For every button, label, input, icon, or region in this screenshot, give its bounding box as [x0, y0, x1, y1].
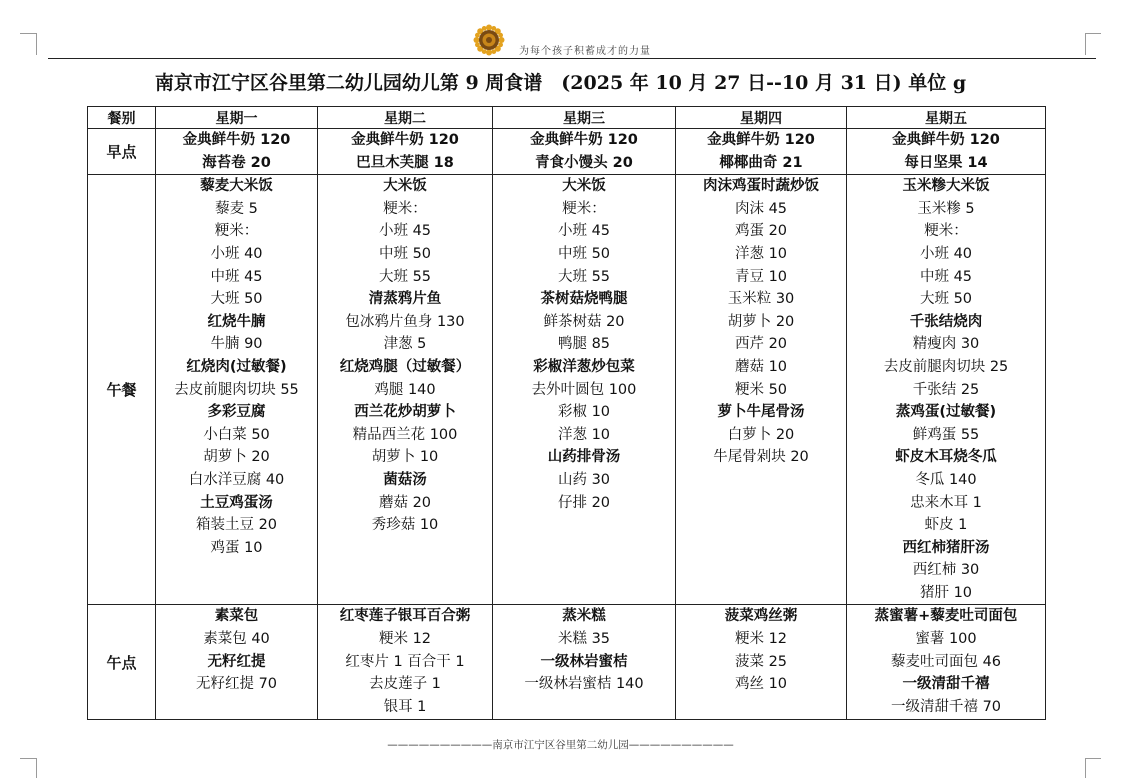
crop-mark — [1085, 33, 1101, 34]
ingredient-line: 青豆 10 — [734, 268, 788, 285]
dish-name: 金典鲜牛奶 120 — [892, 132, 1000, 148]
menu-cell — [156, 605, 318, 720]
crop-mark — [1085, 758, 1086, 778]
dish-name: 红烧鸡腿（过敏餐） — [339, 358, 471, 375]
page-title: 南京市江宁区谷里第二幼儿园幼儿第 9 周食谱 (2025 年 10 月 27 日--10 月 31 日) 单位 g — [154, 72, 967, 94]
ingredient-line: 虾皮 1 — [924, 517, 968, 534]
ingredient-line: 小班 45 — [557, 223, 611, 240]
ingredient-line: 大班 55 — [557, 268, 611, 285]
dish-name: 无籽红提 — [207, 653, 266, 670]
ingredient-line: 猪肝 10 — [919, 584, 973, 601]
ingredient-line: 藜麦吐司面包 46 — [890, 653, 1002, 670]
ingredient-line: 津葱 5 — [383, 336, 427, 353]
ingredient-line: 胡萝卜 10 — [371, 449, 439, 466]
ingredient-line: 小班 40 — [210, 245, 263, 262]
crop-mark — [1085, 758, 1101, 759]
ingredient-line: 粳米： — [924, 223, 968, 240]
ingredient-line: 山药 30 — [557, 471, 611, 488]
ingredient-line: 西红柿 30 — [912, 562, 980, 579]
dish-name: 金典鲜牛奶 120 — [182, 132, 291, 148]
ingredient-line: 粳米： — [562, 200, 606, 217]
ingredient-line: 红枣片 1 百合干 1 — [345, 653, 465, 670]
menu-cell — [318, 175, 493, 605]
dish-name: 多彩豆腐 — [207, 404, 266, 421]
footer-text: ——————————南京市江宁区谷里第二幼儿园—————————— — [387, 739, 734, 751]
ingredient-line: 西芹 20 — [734, 336, 788, 353]
dish-name: 巴旦木芙腿 18 — [356, 154, 454, 171]
menu-cell — [847, 175, 1046, 605]
ingredient-line: 去皮前腿肉切块 25 — [883, 358, 1009, 375]
ingredient-line: 米糕 35 — [557, 631, 611, 648]
dish-name: 肉沫鸡蛋时蔬炒饭 — [703, 178, 819, 195]
dish-name: 椰椰曲奇 21 — [719, 154, 803, 171]
dish-name: 菠菜鸡丝粥 — [724, 608, 798, 625]
ingredient-line: 鲜鸡蛋 55 — [912, 426, 980, 443]
ingredient-line: 藜麦 5 — [215, 200, 258, 217]
ingredient-line: 精瘦肉 30 — [912, 336, 980, 353]
ingredient-line: 洋葱 10 — [557, 426, 611, 443]
ingredient-line: 鸡腿 140 — [374, 381, 436, 398]
ingredient-line: 蜜薯 100 — [915, 631, 977, 648]
ingredient-line: 玉米糁 5 — [917, 200, 975, 217]
ingredient-line: 去皮莲子 1 — [369, 676, 441, 693]
ingredient-line: 中班 50 — [557, 245, 611, 262]
ingredient-line: 中班 50 — [378, 245, 432, 262]
ingredient-line: 白水洋豆腐 40 — [188, 471, 285, 488]
ingredient-line: 秀珍菇 10 — [371, 517, 439, 534]
ingredient-line: 粳米： — [383, 200, 427, 217]
ingredient-line: 包冰鸦片鱼身 130 — [345, 313, 465, 330]
table-header-row — [88, 107, 1046, 129]
dish-name: 红烧肉(过敏餐) — [186, 358, 287, 375]
dish-name: 蒸米糕 — [562, 608, 606, 625]
ingredient-line: 千张结 25 — [912, 381, 980, 398]
dish-name: 素菜包 — [214, 608, 259, 625]
ingredient-line: 鸡丝 10 — [734, 676, 788, 693]
ingredient-line: 肉沫 45 — [734, 200, 788, 217]
dish-name: 金典鲜牛奶 120 — [530, 132, 638, 148]
ingredient-line: 胡萝卜 20 — [727, 313, 795, 330]
dish-name: 山药排骨汤 — [547, 449, 621, 466]
ingredient-line: 大班 50 — [919, 291, 973, 308]
dish-name: 大米饭 — [562, 178, 606, 195]
ingredient-line: 冬瓜 140 — [915, 471, 977, 488]
menu-cell — [318, 129, 493, 175]
crop-mark — [36, 33, 37, 55]
dish-name: 大米饭 — [383, 178, 427, 195]
dish-name: 茶树菇烧鸭腿 — [540, 291, 628, 308]
day-header: 星期一 — [156, 107, 318, 129]
ingredient-line: 仔排 20 — [557, 494, 611, 511]
ingredient-line: 去皮前腿肉切块 55 — [174, 381, 299, 398]
dish-name: 青食小馒头 20 — [535, 154, 633, 171]
ingredient-line: 鲜茶树菇 20 — [543, 313, 625, 330]
menu-cell — [676, 129, 847, 175]
menu-cell — [156, 175, 318, 605]
ingredient-line: 大班 50 — [210, 291, 263, 308]
crop-mark — [1085, 33, 1086, 55]
ingredient-line: 箱装土豆 20 — [195, 517, 278, 534]
ingredient-line: 菠菜 25 — [734, 653, 788, 670]
ingredient-line: 粳米 12 — [734, 631, 788, 648]
ingredient-line: 鸭腿 85 — [557, 336, 611, 353]
dish-name: 西红柿猪肝汤 — [902, 539, 990, 556]
dish-name: 西兰花炒胡萝卜 — [354, 404, 456, 421]
dish-name: 红烧牛腩 — [207, 313, 266, 330]
corner-header: 餐别 — [88, 107, 156, 129]
ingredient-line: 中班 45 — [210, 268, 263, 285]
crop-mark — [20, 33, 36, 34]
ingredient-line: 牛腩 90 — [210, 336, 263, 353]
meal-label: 午餐 — [88, 175, 156, 605]
ingredient-line: 小白菜 50 — [203, 426, 270, 443]
ingredient-line: 去外叶圆包 100 — [531, 381, 637, 398]
menu-cell — [493, 129, 676, 175]
ingredient-line: 白萝卜 20 — [727, 426, 795, 443]
ingredient-line: 蘑菇 20 — [378, 494, 432, 511]
ingredient-line: 玉米粒 30 — [727, 291, 795, 308]
snack-row — [88, 605, 1046, 720]
dish-name: 海苔卷 20 — [202, 154, 271, 171]
meal-label: 午点 — [88, 605, 156, 720]
dish-name: 每日坚果 14 — [904, 154, 988, 171]
ingredient-line: 胡萝卜 20 — [203, 449, 270, 466]
dish-name: 虾皮木耳烧冬瓜 — [895, 449, 997, 466]
ingredient-line: 粳米： — [214, 223, 259, 240]
dish-name: 金典鲜牛奶 120 — [707, 132, 815, 148]
dish-name: 红枣莲子银耳百合粥 — [339, 608, 471, 625]
kindergarten-logo-icon — [473, 24, 505, 56]
ingredient-line: 大班 55 — [378, 268, 432, 285]
ingredient-line: 蘑菇 10 — [734, 358, 788, 375]
dish-name: 土豆鸡蛋汤 — [200, 494, 273, 511]
ingredient-line: 忠来木耳 1 — [910, 494, 982, 511]
dish-name: 一级林岩蜜桔 — [540, 653, 628, 670]
menu-cell — [493, 175, 676, 605]
ingredient-line: 一级林岩蜜桔 140 — [524, 676, 644, 693]
crop-mark — [36, 758, 37, 778]
dish-name: 萝卜牛尾骨汤 — [717, 404, 805, 421]
menu-cell — [493, 605, 676, 720]
header-divider — [48, 58, 1096, 59]
weekly-menu-table — [87, 106, 1046, 720]
ingredient-line: 鸡蛋 20 — [734, 223, 788, 240]
dish-name: 菌菇汤 — [383, 471, 427, 488]
ingredient-line: 素菜包 40 — [203, 631, 270, 648]
ingredient-line: 洋葱 10 — [734, 245, 788, 262]
lunch-row — [88, 175, 1046, 605]
dish-name: 蒸蜜薯+藜麦吐司面包 — [874, 608, 1018, 625]
ingredient-line: 牛尾骨剁块 20 — [713, 449, 809, 466]
meal-label: 早点 — [88, 129, 156, 175]
day-header: 星期四 — [676, 107, 847, 129]
dish-name: 金典鲜牛奶 120 — [351, 132, 459, 148]
dish-name: 蒸鸡蛋(过敏餐) — [895, 404, 997, 421]
menu-cell — [676, 605, 847, 720]
dish-name: 藜麦大米饭 — [200, 178, 273, 195]
ingredient-line: 粳米 50 — [734, 381, 788, 398]
dish-name: 千张结烧肉 — [909, 313, 983, 330]
ingredient-line: 中班 45 — [919, 268, 973, 285]
ingredient-line: 小班 45 — [378, 223, 432, 240]
ingredient-line: 无籽红提 70 — [195, 676, 278, 693]
breakfast-row — [88, 129, 1046, 175]
dish-name: 玉米糁大米饭 — [902, 178, 990, 195]
ingredient-line: 银耳 1 — [383, 698, 427, 715]
dish-name: 彩椒洋葱炒包菜 — [533, 358, 635, 375]
ingredient-line: 精品西兰花 100 — [352, 426, 458, 443]
ingredient-line: 小班 40 — [919, 245, 973, 262]
slogan: 为每个孩子积蓄成才的力量 — [519, 46, 651, 57]
menu-cell — [156, 129, 318, 175]
day-header: 星期二 — [318, 107, 493, 129]
day-header: 星期五 — [847, 107, 1046, 129]
ingredient-line: 粳米 12 — [378, 631, 432, 648]
ingredient-line: 一级清甜千禧 70 — [890, 698, 1002, 715]
ingredient-line: 鸡蛋 10 — [210, 539, 263, 556]
menu-cell — [847, 129, 1046, 175]
day-header: 星期三 — [493, 107, 676, 129]
crop-mark — [20, 758, 36, 759]
menu-cell — [318, 605, 493, 720]
dish-name: 一级清甜千禧 — [902, 676, 990, 693]
menu-cell — [676, 175, 847, 605]
ingredient-line: 彩椒 10 — [557, 404, 611, 421]
dish-name: 清蒸鸦片鱼 — [368, 291, 442, 308]
menu-cell — [847, 605, 1046, 720]
